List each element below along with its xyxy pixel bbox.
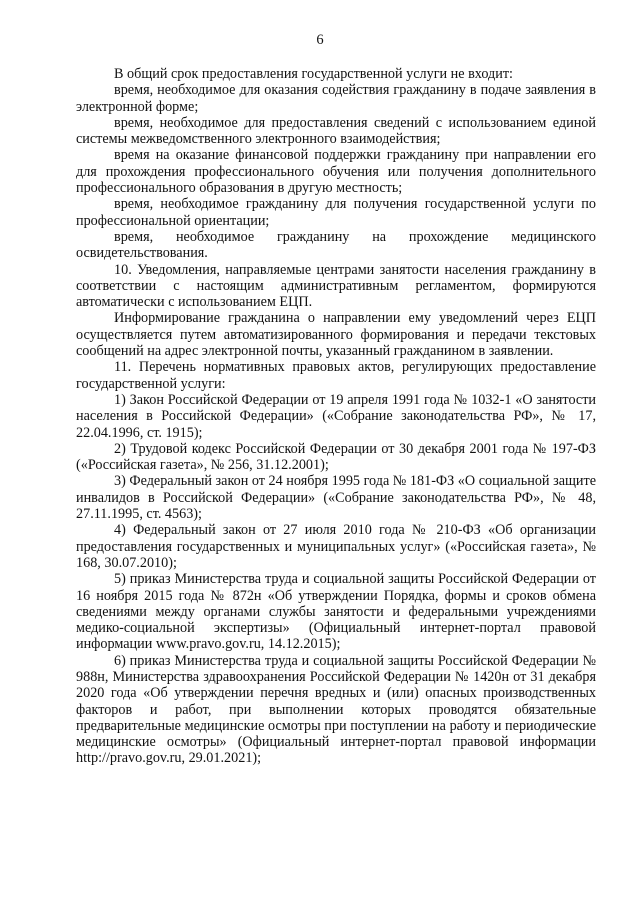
legal-act-4: 4) Федеральный закон от 27 июля 2010 года № 210-ФЗ «Об организации предоставления государственных и муниципальных услуг» («Российская газета», № 168, 30.07.2010); [76,522,596,571]
paragraph-electronic-application: время, необходимое для оказания содействия гражданину в подаче заявления в электронной форме; [76,82,596,115]
paragraph-financial-support: время на оказание финансовой поддержки гражданину при направлении его для прохождения профессионального обучения или получения дополнительного профессионального образования в другую местность; [76,147,596,197]
legal-act-1: 1) Закон Российской Федерации от 19 апреля 1991 года № 1032-1 «О занятости населения в Российской Федерации» («Собрание законодательства РФ», № 17, 22.04.1996, ст. 1915); [76,391,596,441]
paragraph-item-10: 10. Уведомления, направляемые центрами занятости населения гражданину в соответствии с настоящим административным регламентом, формируются автоматически с использованием ЕЦП. [76,261,596,311]
legal-act-6: 6) приказ Министерства труда и социальной защиты Российской Федерации № 988н, Министерства здравоохранения Российской Федерации № 1420н от 31 декабря 2020 года «Об утверждении перечня вредных и (или) опасных производственных факторов и работ, при выполнении которых проводятся обязательные предварительные медицинские осмотры при поступлении на работу и периодические медицинские осмотры» (Официальный интернет-портал правовой информации http://pravo.gov.ru, 29.01.2021); [76,652,596,767]
paragraph-medical-exam: время, необходимое гражданину на прохождение медицинского освидетельствования. [76,228,596,262]
legal-act-2: 2) Трудовой кодекс Российской Федерации от 30 декабря 2001 года № 197-ФЗ («Российская газета», № 256, 31.12.2001); [76,440,596,474]
paragraph-excluded-time-intro: В общий срок предоставления государственной услуги не входит: [114,66,513,82]
page-number: 6 [316,32,324,48]
paragraph-notification-info: Информирование гражданина о направлении ему уведомлений через ЕЦП осуществляется путем автоматизированного формирования и передачи текстовых сообщений на адрес электронной почты, указанный гражданином в заявлении. [76,310,596,360]
legal-act-3: 3) Федеральный закон от 24 ноября 1995 года № 181-ФЗ «О социальной защите инвалидов в Российской Федерации» («Собрание законодательства РФ», № 48, 27.11.1995, ст. 4563); [76,473,596,523]
document-body [76,66,596,767]
paragraph-career-guidance: время, необходимое гражданину для получения государственной услуги по профессиональной ориентации; [76,196,596,229]
legal-act-5: 5) приказ Министерства труда и социальной защиты Российской Федерации от 16 ноября 2015 года № 872н «Об утверждении Порядка, формы и сроков обмена сведениями между органами службы занятости и федеральными учреждениями медико-социальной экспертизы» (Официальный интернет-портал правовой информации www.pravo.gov.ru, 14.12.2015); [76,571,596,653]
paragraph-item-11: 11. Перечень нормативных правовых актов, регулирующих предоставление государственной услуги: [76,359,596,392]
paragraph-interagency-system: время, необходимое для предоставления сведений с использованием единой системы межведомственного электронного взаимодействия; [76,114,596,148]
